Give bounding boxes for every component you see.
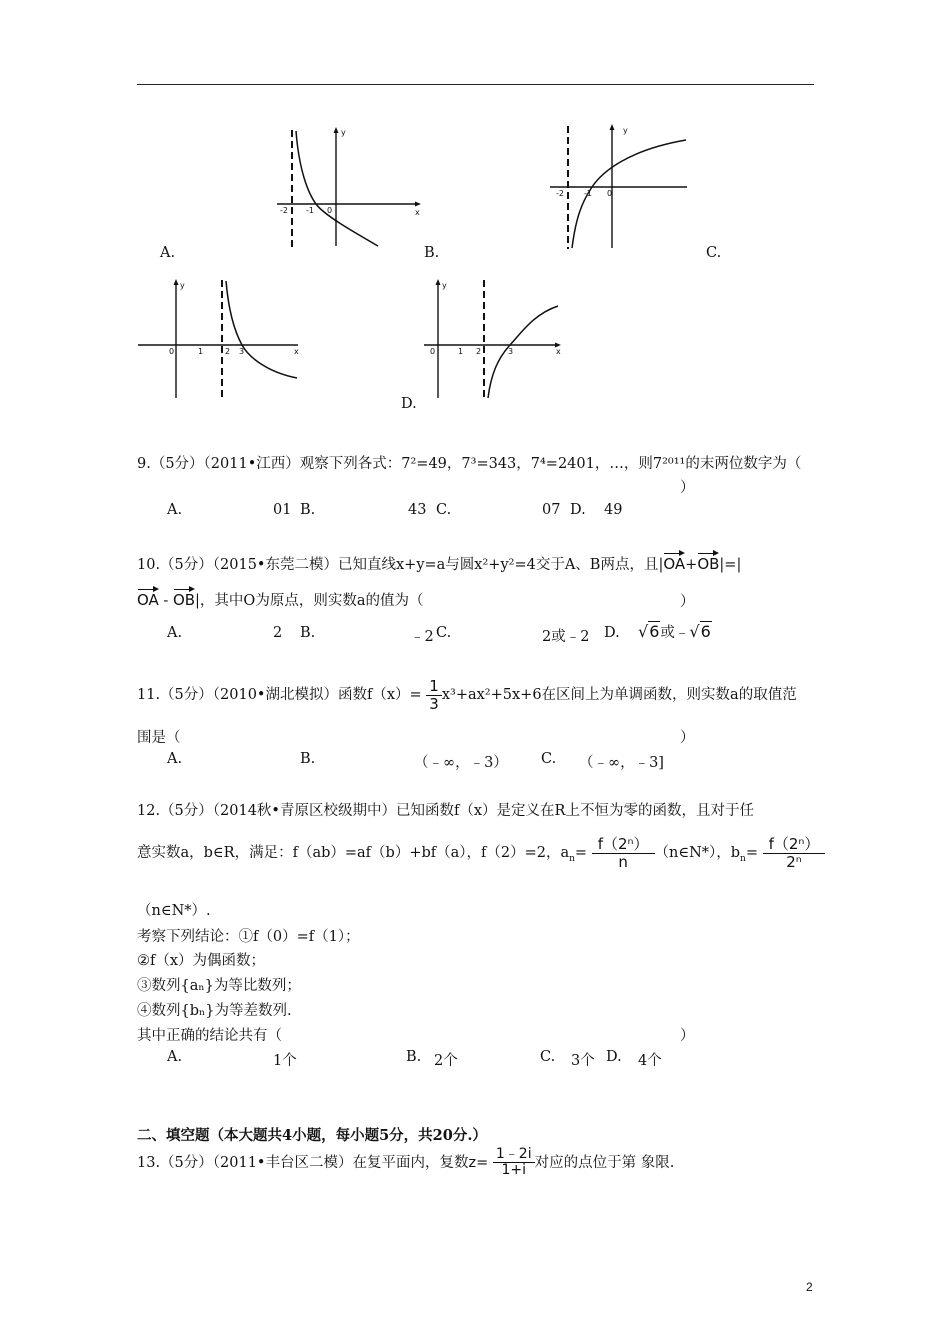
question-12-line5: ②f（x）为偶函数； [137,953,266,969]
question-11-line1 [137,678,797,712]
question-9-text: 9.（5分）（2011•江西）观察下列各式：7²=49，7³=343，7⁴=2401，…，则7²⁰¹¹的末两位数字为（ [137,456,802,472]
tick-label: 0 [169,347,175,356]
q11-option-c-value: （﹣∞，﹣3] [579,755,664,771]
q9-option-c-value: 07 [542,502,561,518]
q9-option-d: D. [570,502,586,518]
graph-option-lower-left [136,276,302,400]
tick-label: 3 [508,347,514,356]
question-10-text: 10.（5分）（2015•东莞二模）已知直线x+y=a与圆x²+y²=4交于A、B两点，且| [137,557,664,573]
q12-option-d: D. [606,1049,622,1065]
q9-option-b: B. [300,502,316,518]
x-axis-label: x [415,208,420,217]
q10-option-d: D. [604,625,620,641]
question-10-close: ） [680,594,695,610]
question-9-close: ） [680,480,695,496]
graph-option-lower-right [422,276,564,400]
sqrt-6: √6 [638,622,660,641]
q9-option-a: A. [167,502,183,518]
tick-label: 0 [327,206,333,215]
tick-label: 2 [476,347,482,356]
tick-label: 2 [225,347,231,356]
question-10-line2 [137,586,423,610]
graph-option-c [548,122,690,250]
q12-option-b: B. [406,1049,422,1065]
q10-option-c-value: 2或﹣2 [542,629,590,645]
tick-label: -1 [584,189,592,198]
question-12-line8: 其中正确的结论共有（ [137,1028,282,1044]
question-11-line2: 围是（ [137,730,181,746]
question-12-close: ） [680,1028,695,1044]
x-axis-label: x [294,347,299,356]
tick-label: 1 [198,347,204,356]
page-number: 2 [806,1280,813,1294]
q11-option-b-value: （﹣∞，﹣3） [414,755,508,771]
plus-sign: + [685,557,698,573]
q11-option-a: A. [167,751,183,767]
q9-option-b-value: 43 [408,502,427,518]
option-c-label: C. [706,245,722,261]
q11-option-b: B. [300,751,316,767]
question-12-line3: （n∈N*）. [137,903,211,919]
fraction-one-third: $\frac{1}{3}$ [426,678,442,712]
equals-abs: |=| [719,557,742,573]
option-d-label: D. [401,396,417,412]
question-9 [137,452,801,473]
vector-ob: OB [697,550,719,573]
q9-option-a-value: 01 [273,502,292,518]
vector-oa: OA [137,586,159,609]
tick-label: -1 [306,206,314,215]
y-axis-label: y [180,281,185,290]
graph-option-a [272,125,422,250]
question-11-close: ） [680,730,695,746]
fraction-z: $\frac{1﹣2i}{1+i}$ [493,1147,535,1179]
q9-option-d-value: 49 [604,502,623,518]
q9-option-c: C. [436,502,452,518]
tick-label: 0 [430,347,436,356]
q11-option-c: C. [541,751,557,767]
question-12-line1: 12.（5分）（2014秋•青原区校级期中）已知函数f（x）是定义在R上不恒为零的函数，且对于任 [137,803,754,819]
y-axis-label: y [442,281,447,290]
fraction-an: $\frac{\text{f（2ⁿ）}}{n}$ [592,836,655,870]
sqrt-6: √6 [689,622,711,641]
vector-ob: OB [173,586,195,609]
vector-oa: OA [663,550,685,573]
question-11-text-2: x³+ax²+5x+6在区间上为单调函数，则实数a的取值范 [441,687,797,703]
tick-label: -2 [280,206,288,215]
option-a-label: A. [160,245,176,261]
minus-sign: - [163,593,169,609]
q10-option-d-value: √6或﹣√6 [638,622,711,641]
y-axis-label: y [341,128,346,137]
q12-option-d-value: 4个 [638,1053,662,1069]
x-axis-label: x [556,347,561,356]
section-heading: 二、填空题（本大题共4小题，每小题5分，共20分.） [137,1127,487,1144]
tick-label: 0 [607,189,613,198]
question-11-text: 11.（5分）（2010•湖北模拟）函数f（x）= [137,687,422,703]
q12-option-a-value: 1个 [273,1053,297,1069]
q12-option-a: A. [167,1049,183,1065]
fraction-bn: $\frac{\text{f（2ⁿ）}}{\text{2ⁿ}}$ [763,836,826,870]
tick-label: -2 [556,189,564,198]
question-12-line2: 意实数a，b∈R，满足：f（ab）=af（b）+bf（a），f（2）=2，$a_n=$ $\frac{\text{f（2ⁿ）}}{n}$ （n∈N*），$b_n=$ $\frac{\text{f（2ⁿ）}}{\text{2ⁿ}}$ [137,836,825,870]
q12-option-c: C. [540,1049,556,1065]
q10-option-b: B. [300,625,316,641]
question-12-line4: 考察下列结论：①f（0）=f（1）； [137,929,360,945]
question-10-line1 [137,550,741,574]
question-13: 13.（5分）（2011•丰台区二模）在复平面内，复数z= $\frac{1﹣2i}{1+i}$ 对应的点位于第 象限. [137,1146,675,1179]
q10-option-a: A. [167,625,183,641]
tick-label: 1 [458,347,464,356]
q10-option-b-value: ﹣2 [410,629,434,645]
y-axis-label: y [623,126,628,135]
question-12-line6: ③数列{aₙ}为等比数列； [137,978,301,994]
q12-option-b-value: 2个 [434,1053,458,1069]
q10-option-a-value: 2 [273,625,283,641]
question-12-line7: ④数列{bₙ}为等差数列. [137,1003,292,1019]
tick-label: 3 [239,347,245,356]
header-rule [137,84,814,85]
q12-option-c-value: 3个 [571,1053,595,1069]
question-10-text-2: |，其中O为原点，则实数a的值为（ [195,593,424,609]
option-b-label: B. [424,245,440,261]
q10-option-c: C. [436,625,452,641]
